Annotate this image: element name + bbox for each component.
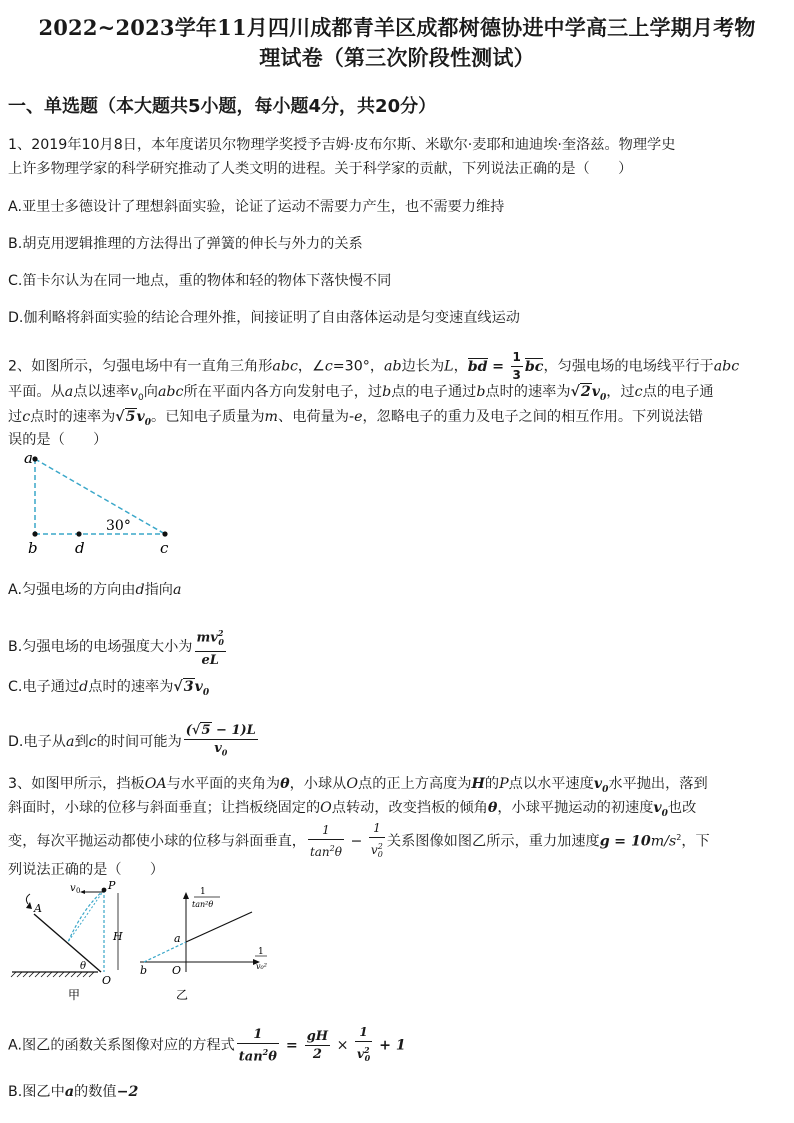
q1-stem-line1: 1、2019年10月8日，本年度诺贝尔物理学奖授予吉姆·皮布尔斯、米歇尔·麦耶和迪迪埃·奎洛兹。物理学史 bbox=[8, 137, 676, 153]
q2-stem-line4: 误的是（ ） bbox=[8, 432, 108, 448]
q3-stem-line2: 斜面时，小球的位移与斜面垂直；让挡板绕固定的O点转动，改变挡板的倾角θ，小球平抛运动的初速度$v_0$也改 bbox=[8, 800, 697, 819]
page-title-line2: 理试卷（第三次阶段性测试） bbox=[259, 45, 535, 70]
q2-option-c: C.电子通过d点时的速率为$√3v_0$ bbox=[8, 679, 210, 698]
page-title-line1: 2022~2023学年11月四川成都青羊区成都树德协进中学高三上学期月考物 bbox=[38, 15, 756, 40]
fig-label-c: c bbox=[160, 539, 169, 557]
q1-option-b: B.胡克用逻辑推理的方法得出了弹簧的伸长与外力的关系 bbox=[8, 236, 363, 252]
svg-text:tan²θ: tan²θ bbox=[192, 900, 214, 909]
section-heading: 一、单选题（本大题共5小题，每小题4分，共20分） bbox=[8, 96, 437, 117]
q1-option-d: D.伽利略将斜面实验的结论合理外推，间接证明了自由落体运动是匀变速直线运动 bbox=[8, 310, 520, 326]
q2-stem-line3: 过c点时的速率为$√5v_0$。已知电子质量为m、电荷量为-e，忽略电子的重力及电子之间的相互作用。下列说法错 bbox=[8, 409, 703, 428]
q2-stem-line1: 2、如图所示，匀强电场中有一直角三角形abc，∠c=30°，ab边长为L，bd = $\frac{1}{3}$ bc，匀强电场的电场线平行于abc bbox=[8, 350, 740, 382]
q2-option-d: D.电子从a到c的时间可能为 $\frac{(√5 - 1)L}{v_0}$ bbox=[8, 723, 256, 758]
q2-triangle-figure bbox=[22, 449, 182, 559]
svg-text:O: O bbox=[172, 964, 182, 977]
fig-angle-label: 30° bbox=[106, 518, 131, 534]
fig-label-yi: 乙 bbox=[176, 988, 189, 1002]
svg-text:1: 1 bbox=[200, 887, 206, 897]
fig-label-jia: 甲 bbox=[68, 988, 81, 1002]
svg-text:1: 1 bbox=[258, 947, 264, 957]
q2-stem-line2: 平面。从a点以速率$v_0$向abc所在平面内各方向发射电子，过b点的电子通过b点时的速率为$√2v_0$，过c点的电子通 bbox=[8, 384, 714, 403]
svg-text:O: O bbox=[102, 974, 112, 987]
q3-stem-line4: 列说法正确的是（ ） bbox=[8, 862, 165, 878]
q3-figure-jia bbox=[8, 880, 133, 1005]
q1-stem-line2: 上许多物理学家的科学研究推动了人类文明的进程。关于科学家的贡献，下列说法正确的是（ ） bbox=[8, 161, 633, 177]
svg-text:b: b bbox=[140, 964, 148, 977]
q2-option-b: B.匀强电场的电场强度大小为 $\frac{mv^2_0}{eL}$ bbox=[8, 625, 786, 669]
q1-option-c: C.笛卡尔认为在同一地点，重的物体和轻的物体下落快慢不同 bbox=[8, 273, 392, 289]
svg-text:P: P bbox=[108, 880, 116, 892]
svg-text:v₀²: v₀² bbox=[256, 962, 267, 971]
q3-option-b: B.图乙中a的数值−2 bbox=[8, 1084, 139, 1100]
svg-text:θ: θ bbox=[80, 961, 87, 972]
svg-text:v: v bbox=[70, 883, 76, 894]
fig-label-d: d bbox=[75, 539, 85, 557]
fig-label-b: b bbox=[28, 539, 38, 557]
svg-text:A: A bbox=[34, 902, 42, 915]
q2-option-a: A.匀强电场的方向由d指向a bbox=[8, 582, 182, 598]
fig-label-a: a bbox=[24, 449, 33, 467]
svg-text:H: H bbox=[113, 930, 123, 943]
q1-option-a: A.亚里士多德设计了理想斜面实验，论证了运动不需要力产生，也不需要力维持 bbox=[8, 199, 505, 215]
svg-text:a: a bbox=[174, 932, 181, 945]
q3-stem-line3: 变，每次平抛运动都使小球的位移与斜面垂直， $\frac{1}{\tan^2\theta}$ − $\frac{1}{v^2_0}$ 关系图像如图乙所示，重力加速度$g = 10m/s^2$，下 bbox=[8, 821, 710, 860]
svg-text:0: 0 bbox=[76, 887, 81, 895]
q3-figure-yi bbox=[130, 880, 275, 1005]
q3-stem-line1: 3、如图甲所示，挡板OA与水平面的夹角为θ，小球从O点的正上方高度为H的P点以水平速度$v_0$水平抛出，落到 bbox=[8, 776, 708, 795]
q3-option-a: A.图乙的函数关系图像对应的方程式 $\frac{1}{\tan^2\theta}$ = $\frac{gH}{2}$ × $\frac{1}{v^2_0}$ + 1 bbox=[8, 1025, 406, 1065]
